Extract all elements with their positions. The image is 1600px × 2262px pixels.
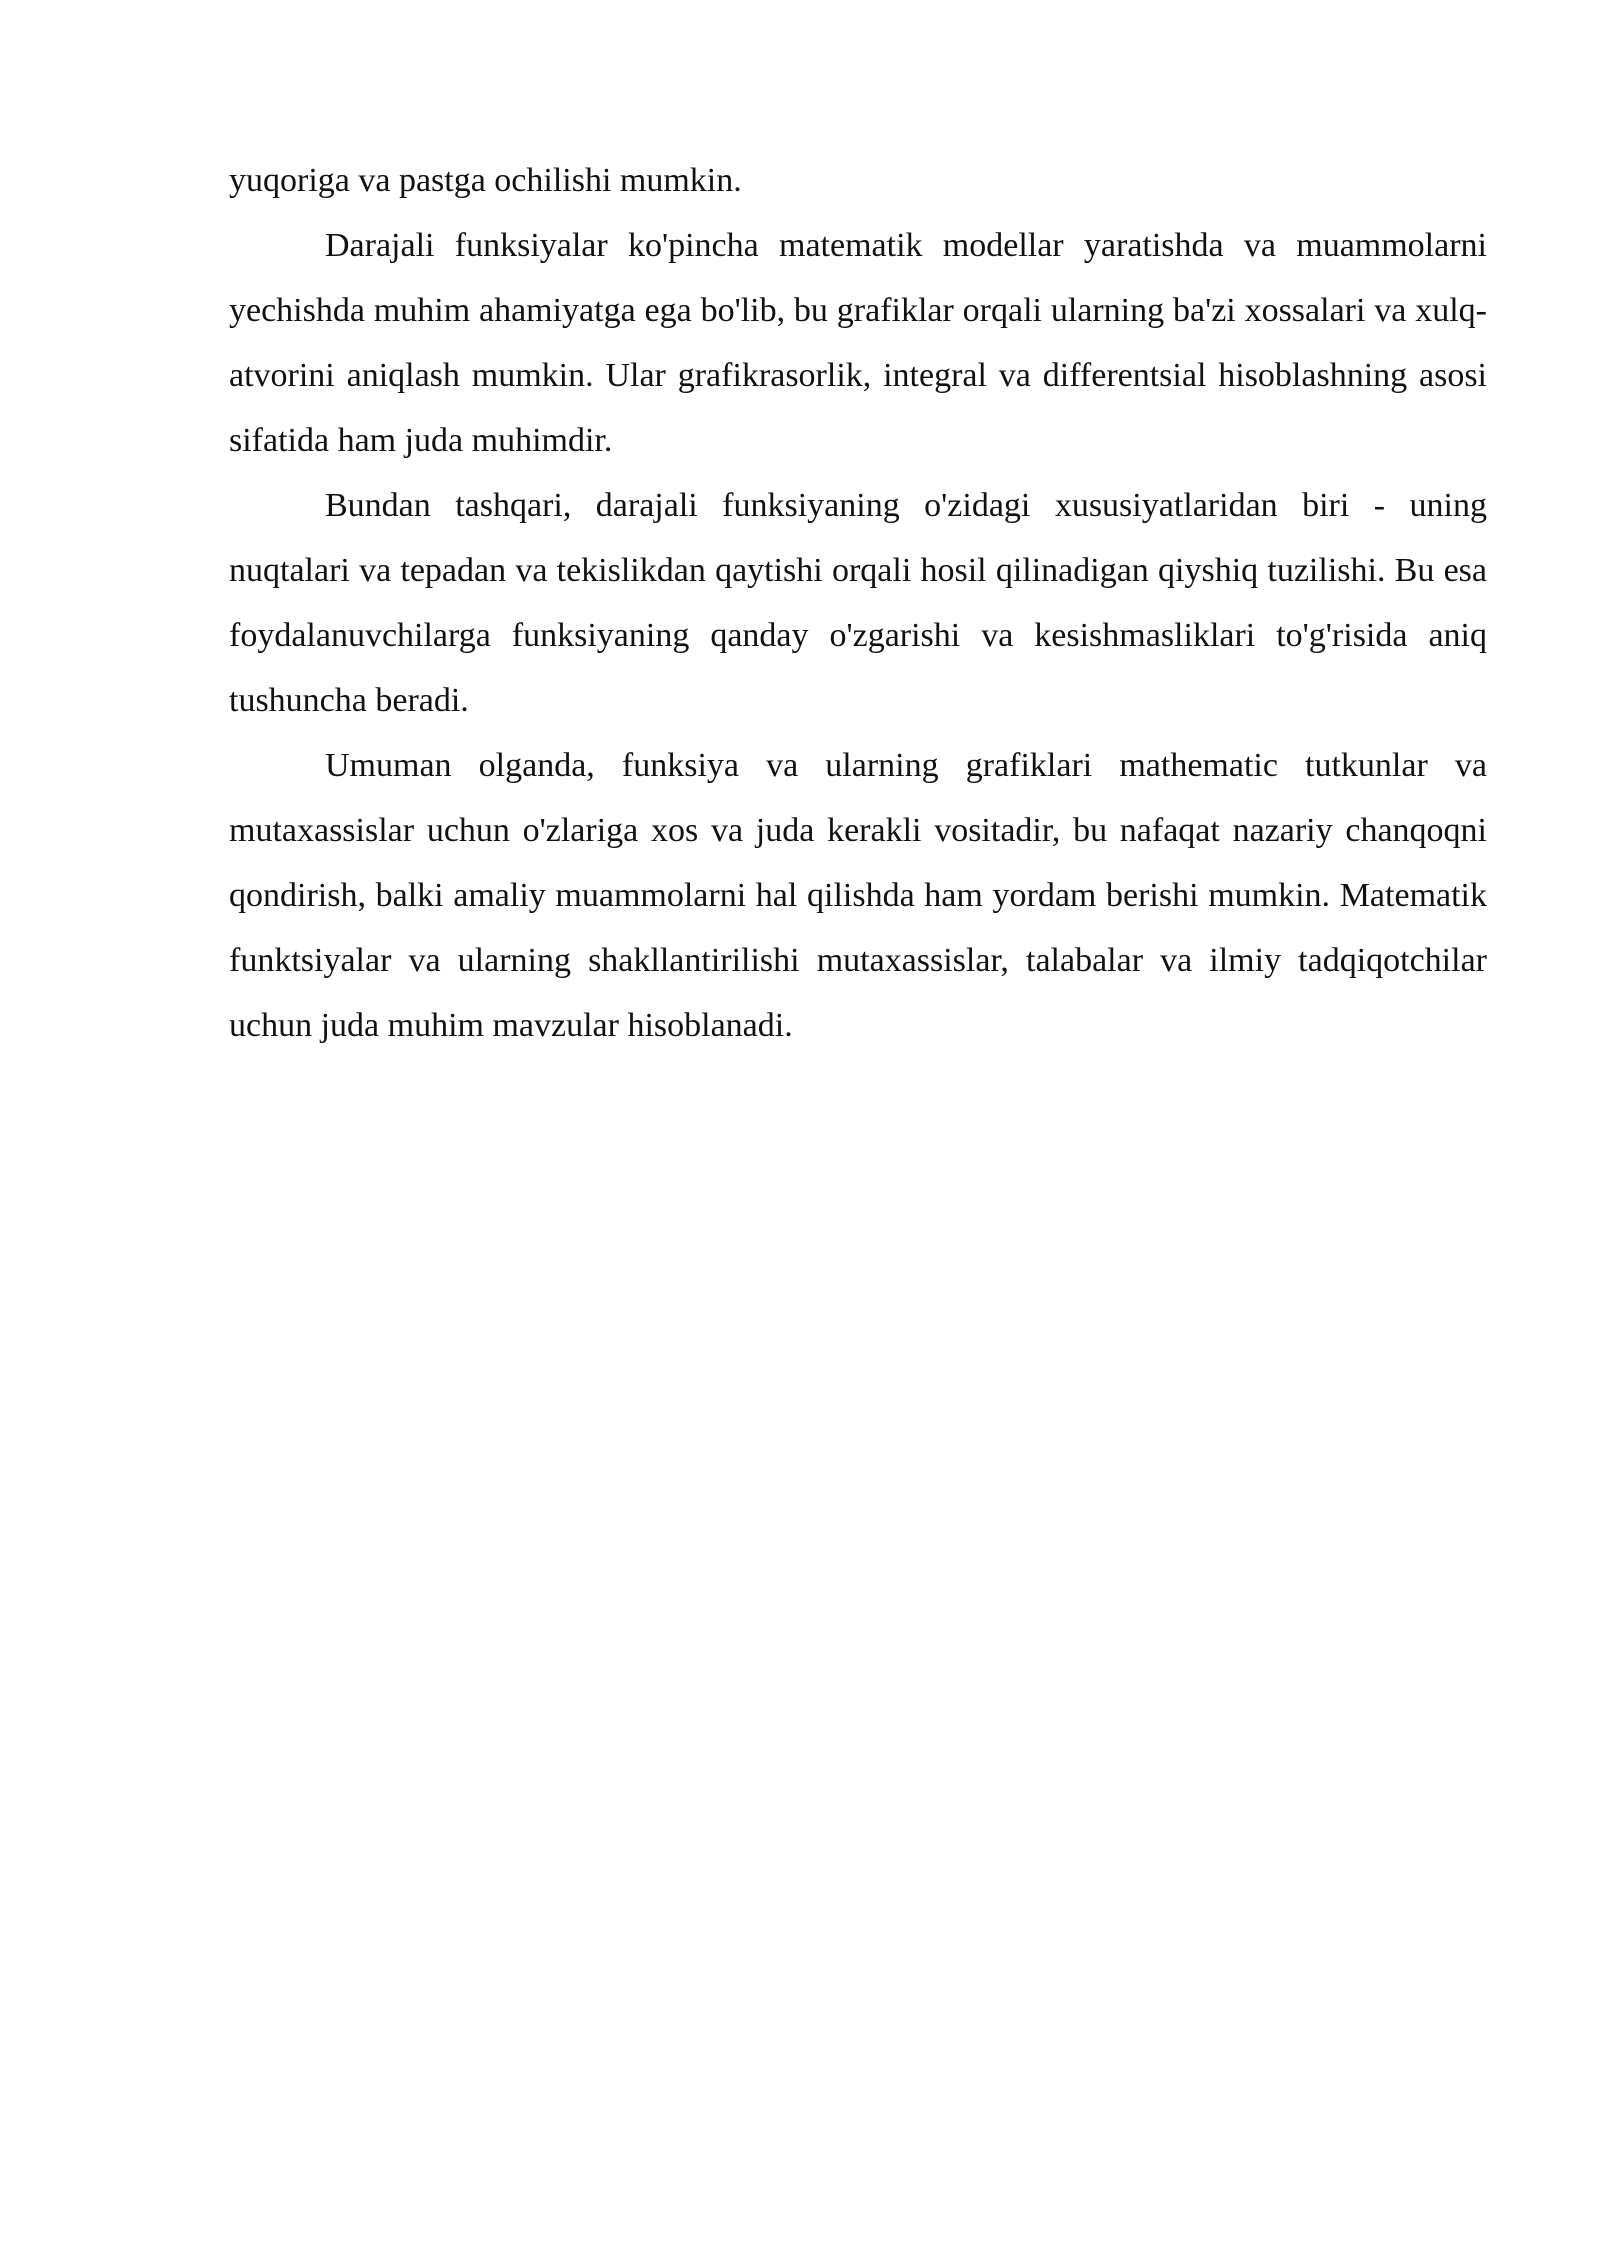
paragraph-power-functions-importance: Darajali funksiyalar ko'pincha matematik modellar yaratishda va muammolarni yechishda muhim ahamiyatga ega bo'lib, bu grafiklar orqali ularning ba'zi xossalari va xulq-atvorini aniqlash mumkin. Ular grafikrasorlik, integral va differentsial hisoblashning asosi sifatida ham juda muhimdir. xyxy=(229,227,1487,459)
body-text xyxy=(229,148,1487,1058)
paragraph-power-function-properties: Bundan tashqari, darajali funksiyaning o'zidagi xususiyatlaridan biri - uning nuqtalari va tepadan va tekislikdan qaytishi orqali hosil qilinadigan qiyshiq tuzilishi. Bu esa foydalanuvchilarga funksiyaning qanday o'zgarishi va kesishmasliklari to'g'risida aniq tushuncha beradi. xyxy=(229,487,1487,719)
paragraph-continuation: yuqoriga va pastga ochilishi mumkin. xyxy=(229,162,742,199)
paragraph-conclusion: Umuman olganda, funksiya va ularning grafiklari mathematic tutkunlar va mutaxassislar uchun o'zlariga xos va juda kerakli vositadir, bu nafaqat nazariy chanqoqni qondirish, balki amaliy muammolarni hal qilishda ham yordam berishi mumkin. Matematik funktsiyalar va ularning shakllantirilishi mutaxassislar, talabalar va ilmiy tadqiqotchilar uchun juda muhim mavzular hisoblanadi. xyxy=(229,747,1487,1044)
